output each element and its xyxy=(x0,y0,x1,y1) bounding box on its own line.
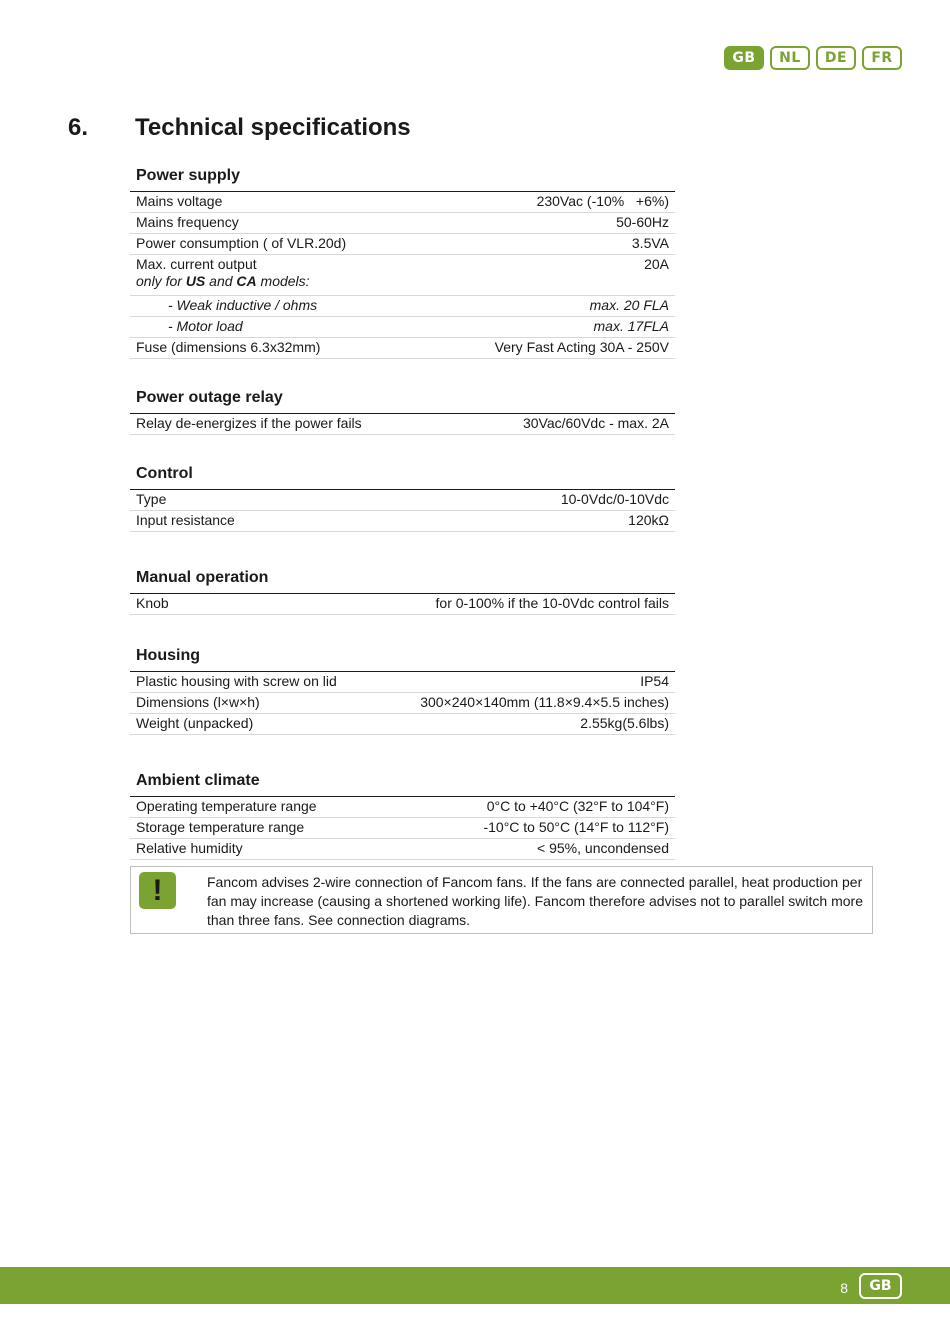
row-value: 300×240×140mm (11.8×9.4×5.5 inches) xyxy=(420,694,669,710)
row-value: 120kΩ xyxy=(628,512,669,528)
row-value: max. 20 FLA xyxy=(589,297,669,313)
table-row xyxy=(130,672,675,693)
row-value: for 0-100% if the 10-0Vdc control fails xyxy=(435,595,669,611)
table-row xyxy=(130,594,675,615)
table-row xyxy=(130,490,675,511)
row-value: max. 17FLA xyxy=(593,318,669,334)
spec-tables xyxy=(130,165,675,860)
row-value: 0°C to +40°C (32°F to 104°F) xyxy=(486,798,669,814)
group-title: Power outage relay xyxy=(136,389,283,406)
row-label: Input resistance xyxy=(136,512,235,528)
row-value: 230Vac (-10% +6%) xyxy=(536,193,669,209)
row-label: Power consumption ( of VLR.20d) xyxy=(136,235,347,251)
table-row xyxy=(130,296,675,317)
row-value: 10-0Vdc/0-10Vdc xyxy=(560,491,669,507)
lang-tab-nl[interactable]: NL xyxy=(770,46,810,70)
section-number: 6. xyxy=(68,114,89,141)
row-label: Plastic housing with screw on lid xyxy=(136,673,337,689)
row-value: 20A xyxy=(644,256,669,272)
row-value: 3.5VA xyxy=(631,235,669,251)
row-label: Operating temperature range xyxy=(136,798,317,814)
page-number: 8 xyxy=(840,1280,848,1296)
table-row xyxy=(130,714,675,735)
table-row xyxy=(130,234,675,255)
row-value: 2.55kg(5.6lbs) xyxy=(580,715,669,731)
lang-tab-de[interactable]: DE xyxy=(816,46,856,70)
row-label: Weight (unpacked) xyxy=(136,715,254,731)
group-power-supply xyxy=(130,165,675,359)
table-row xyxy=(130,511,675,532)
row-label: Relay de-energizes if the power fails xyxy=(136,415,362,431)
row-label: Mains voltage xyxy=(136,193,223,209)
section-heading xyxy=(68,114,411,142)
group-ambient-climate xyxy=(130,770,675,860)
group-power-outage-relay xyxy=(130,387,675,435)
notice-text: Fancom advises 2-wire connection of Fancom fans. If the fans are connected parallel, heat production per fan may increase (causing a shortened working life). Fancom therefore advises not to parallel switch more than three fans. See connection diagrams. xyxy=(207,874,863,928)
group-control xyxy=(130,463,675,532)
group-title: Power supply xyxy=(136,167,241,184)
row-value: IP54 xyxy=(640,673,669,689)
table-row xyxy=(130,338,675,359)
group-manual-operation xyxy=(130,567,675,615)
exclamation-icon: ! xyxy=(139,872,176,909)
row-label: Fuse (dimensions 6.3x32mm) xyxy=(136,339,321,355)
table-row xyxy=(130,797,675,818)
footer-bar xyxy=(0,1267,950,1304)
group-title: Control xyxy=(136,465,193,482)
table-row xyxy=(130,839,675,860)
group-title: Housing xyxy=(136,647,200,664)
row-value: 30Vac/60Vdc - max. 2A xyxy=(522,415,669,431)
row-label-block xyxy=(136,256,310,290)
footer-language-tab: GB xyxy=(859,1273,902,1299)
row-value: Very Fast Acting 30A - 250V xyxy=(494,339,669,355)
row-label: Max. current output xyxy=(136,256,257,272)
lang-tab-fr[interactable]: FR xyxy=(862,46,902,70)
table-row xyxy=(130,818,675,839)
group-title: Ambient climate xyxy=(136,772,260,789)
row-label: Mains frequency xyxy=(136,214,239,230)
row-label: Storage temperature range xyxy=(136,819,305,835)
row-label: Relative humidity xyxy=(136,840,243,856)
row-label: Type xyxy=(136,491,167,507)
row-value: < 95%, uncondensed xyxy=(537,840,669,856)
model-note: only for US and CA models: xyxy=(136,273,310,289)
group-title: Manual operation xyxy=(136,569,269,586)
table-row xyxy=(130,213,675,234)
row-value: -10°C to 50°C (14°F to 112°F) xyxy=(483,819,669,835)
row-label: - Weak inductive / ohms xyxy=(168,297,318,313)
row-value: 50-60Hz xyxy=(616,214,669,230)
row-label: Dimensions (l×w×h) xyxy=(136,694,260,710)
group-housing xyxy=(130,645,675,735)
table-row xyxy=(130,192,675,213)
table-row xyxy=(130,255,675,296)
row-label: Knob xyxy=(136,595,169,611)
language-selector xyxy=(724,46,902,70)
table-row xyxy=(130,317,675,338)
notice-box xyxy=(130,866,873,934)
table-row xyxy=(130,414,675,435)
row-label: - Motor load xyxy=(168,318,243,334)
table-row xyxy=(130,693,675,714)
lang-tab-gb[interactable]: GB xyxy=(724,46,764,70)
section-title: Technical specifications xyxy=(135,114,411,141)
